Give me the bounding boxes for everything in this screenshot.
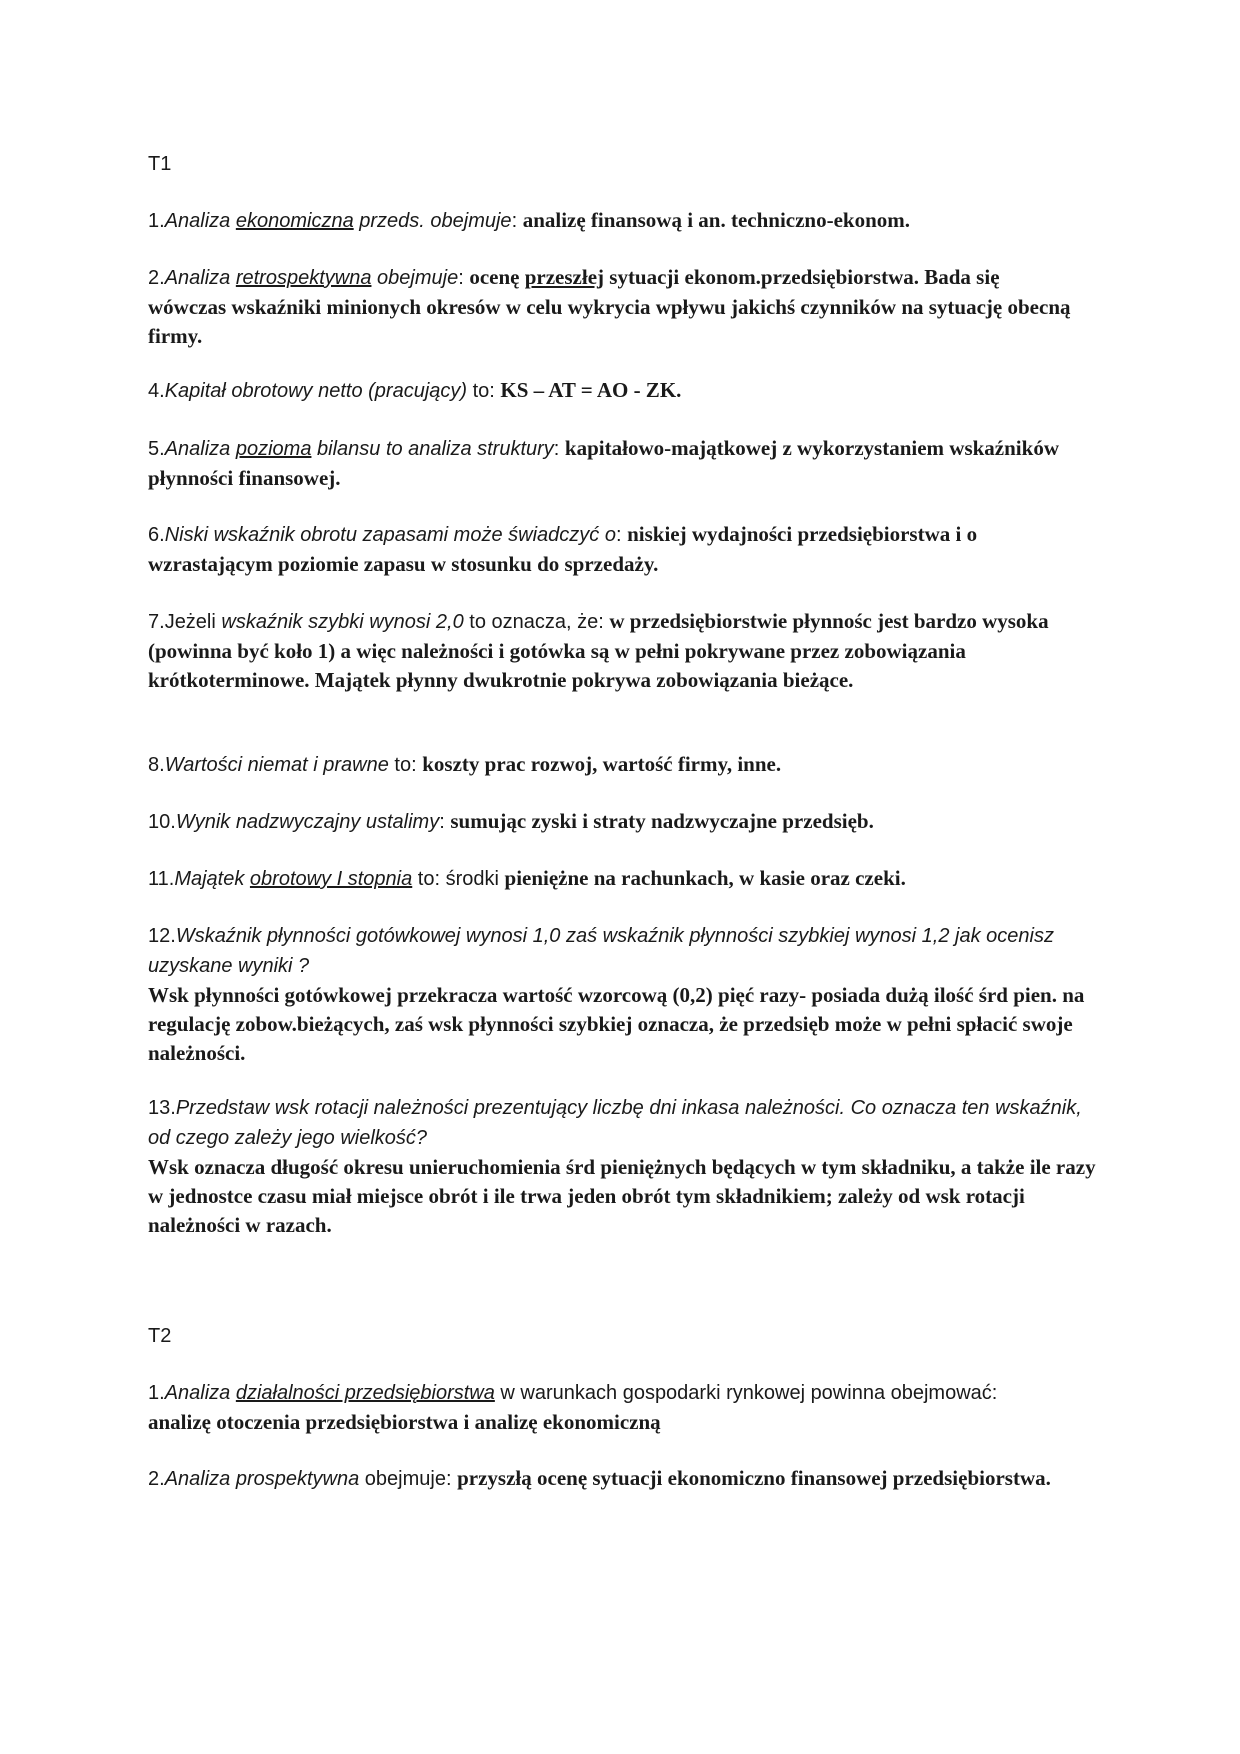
question-10: 10.Wynik nadzwyczajny ustalimy: sumując zyski i straty nadzwyczajne przedsięb. xyxy=(148,809,874,833)
answer-6: niskiej wydajności przedsiębiorstwa i o wzrastającym poziomie zapasu w stosunku do sprzedaży. xyxy=(148,522,978,576)
answer-5: kapitałowo-majątkowej z wykorzystaniem wskaźników płynności finansowej. xyxy=(148,436,1059,490)
question-13: 13.Przedstaw wsk rotacji należności prezentujący liczbę dni inkasa należności. Co oznacza ten wskaźnik, od czego zależy jego wielkość? Wsk oznacza długość okresu unieruchomienia śrd pieniężnych będących w tym składniku, a także ile razy w jednostce czasu miał miejsce obrót i ile trwa jeden obrót tym składnikiem; zależy od wsk rotacji należności w razach. xyxy=(148,1093,1098,1240)
question-11: 11.Majątek obrotowy I stopnia to: środki pieniężne na rachunkach, w kasie oraz czeki. xyxy=(148,866,906,890)
answer-8: koszty prac rozwoj, wartość firmy, inne. xyxy=(422,752,782,776)
t2-question-1: 1.Analiza działalności przedsiębiorstwa w warunkach gospodarki rynkowej powinna obejmować: analizę otoczenia przedsiębiorstwa i analizę ekonomiczną xyxy=(148,1382,998,1434)
question-5: 5.Analiza pozioma bilansu to analiza struktury: kapitałowo-majątkowej z wykorzystaniem wskaźników płynności finansowej. xyxy=(148,436,1059,490)
answer-10: sumując zyski i straty nadzwyczajne przedsięb. xyxy=(450,809,874,833)
answer-1: analizę finansową i an. techniczno-ekonom. xyxy=(522,208,911,232)
answer-4: KS – AT = AO - ZK. xyxy=(500,378,682,402)
question-12: 12.Wskaźnik płynności gotówkowej wynosi 1,0 zaś wskaźnik płynności szybkiej wynosi 1,2 jak ocenisz uzyskane wyniki ? Wsk płynności gotówkowej przekracza wartość wzorcową (0,2) pięć razy- posiada dużą ilość śrd pien. na regulację zobow.bieżących, zaś wsk płynności szybkiej oznacza, że przedsięb może w pełni spłacić swoje należności. xyxy=(148,921,1098,1068)
question-8: 8.Wartości niemat i prawne to: koszty prac rozwoj, wartość firmy, inne. xyxy=(148,752,782,776)
section-heading-t1: T1 xyxy=(148,153,172,175)
t2-answer-2: przyszłą ocenę sytuacji ekonomiczno finansowej przedsiębiorstwa. xyxy=(457,1466,1051,1490)
answer-13: Wsk oznacza długość okresu unieruchomienia śrd pieniężnych będących w tym składniku, a także ile razy w jednostce czasu miał miejsce obrót i ile trwa jeden obrót tym składnikiem; zależy od wsk rotacji należności w razach. xyxy=(148,1155,1096,1237)
question-6: 6.Niski wskaźnik obrotu zapasami może świadczyć o: niskiej wydajności przedsiębiorstwa i o wzrastającym poziomie zapasu w stosunku do sprzedaży. xyxy=(148,522,978,576)
answer-7: w przedsiębiorstwie płynnośc jest bardzo wysoka (powinna być koło 1) a więc należności i gotówka są w pełni pokrywane przez zobowiązania krótkoterminowe. Majątek płynny dwukrotnie pokrywa zobowiązania bieżące. xyxy=(148,609,1049,692)
question-2: 2.Analiza retrospektywna obejmuje: ocenę przeszłej sytuacji ekonom.przedsiębiorstwa. Bada się wówczas wskaźniki minionych okresów w celu wykrycia wpływu jakichś czynników na sytuację obecną firmy. xyxy=(148,265,1071,348)
answer-12: Wsk płynności gotówkowej przekracza wartość wzorcową (0,2) pięć razy- posiada dużą ilość śrd pien. na regulację zobow.bieżących, zaś wsk płynności szybkiej oznacza, że przedsięb może w pełni spłacić swoje należności. xyxy=(148,983,1085,1065)
question-4: 4.Kapitał obrotowy netto (pracujący) to: KS – AT = AO - ZK. xyxy=(148,378,682,402)
question-7: 7.Jeżeli wskaźnik szybki wynosi 2,0 to oznacza, że: w przedsiębiorstwie płynnośc jest bardzo wysoka (powinna być koło 1) a więc należności i gotówka są w pełni pokrywane przez zobowiązania krótkoterminowe. Majątek płynny dwukrotnie pokrywa zobowiązania bieżące. xyxy=(148,609,1049,692)
question-1: 1.Analiza ekonomiczna przeds. obejmuje: analizę finansową i an. techniczno-ekonom. xyxy=(148,208,911,232)
answer-2: sytuacji ekonom.przedsiębiorstwa. Bada się wówczas wskaźniki minionych okresów w celu wykrycia wpływu jakichś czynników na sytuację obecną firmy. xyxy=(148,265,1071,348)
t2-question-2: 2.Analiza prospektywna obejmuje: przyszłą ocenę sytuacji ekonomiczno finansowej przedsiębiorstwa. xyxy=(148,1466,1051,1490)
answer-11: pieniężne na rachunkach, w kasie oraz czeki. xyxy=(504,866,906,890)
t2-answer-1: analizę otoczenia przedsiębiorstwa i analizę ekonomiczną xyxy=(148,1410,661,1434)
section-heading-t2: T2 xyxy=(148,1325,172,1347)
